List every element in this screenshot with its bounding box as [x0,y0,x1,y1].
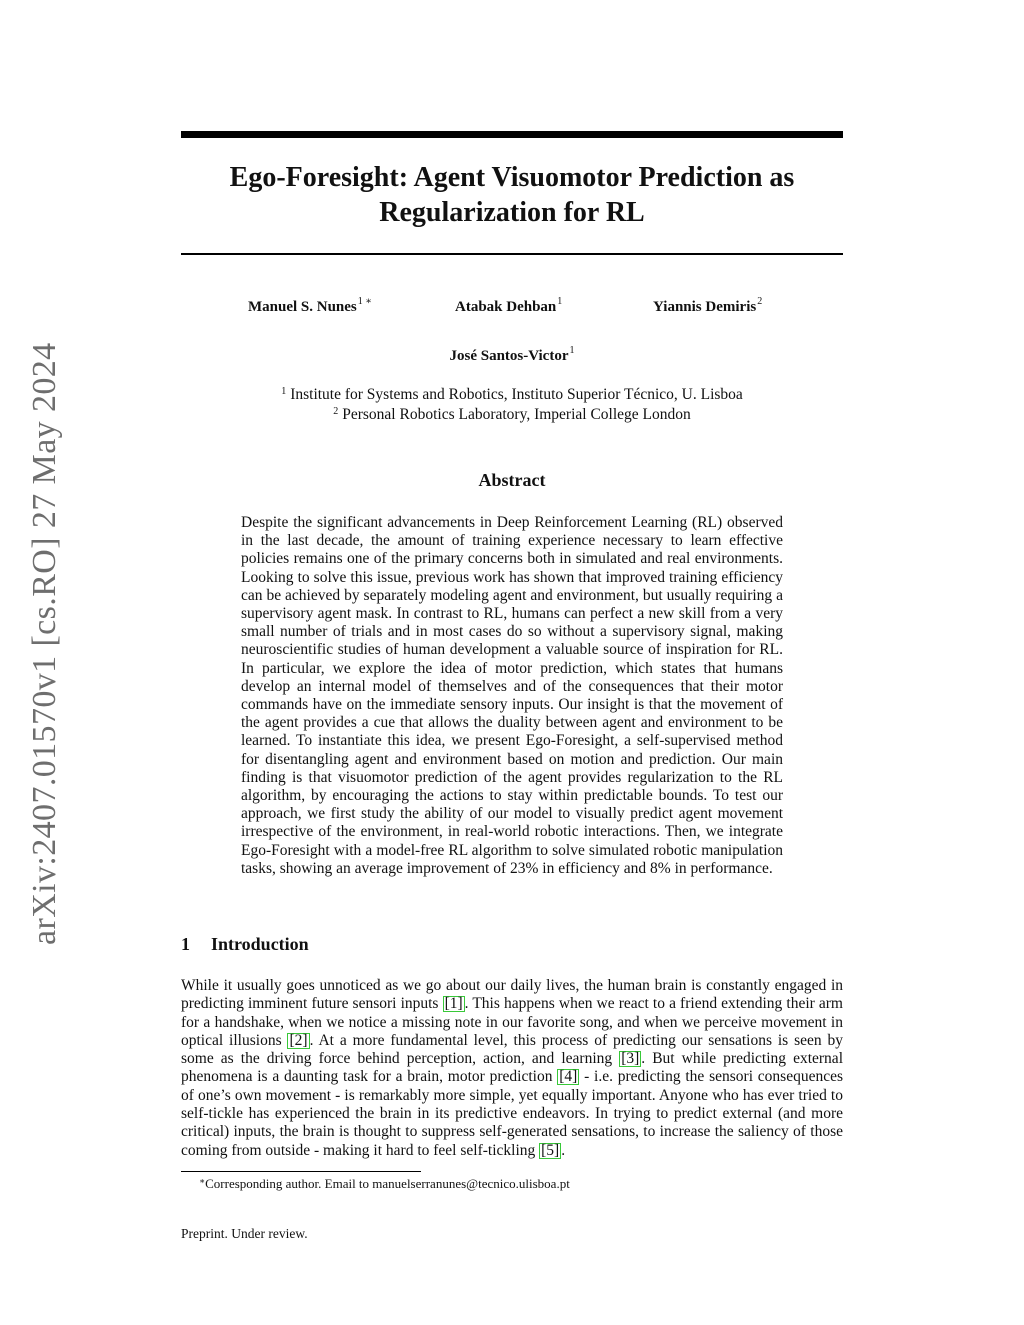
affiliation-text: Personal Robotics Laboratory, Imperial College London [342,406,691,423]
section-number: 1 [181,934,190,954]
citation-link[interactable]: [4] [559,1068,578,1086]
intro-text-segment: . At a more fundamental level, this process of predicting our sensations is seen by some as the driving force behind perception, action, and learning [181,1031,843,1068]
affiliation-mark: 1 [281,386,287,397]
author-name: Yiannis Demiris [653,299,757,315]
footnote-rule [181,1171,421,1172]
author-affiliation-mark: 2 [757,296,763,307]
author-name: Atabak Dehban [455,299,557,315]
paper-title-line-1: Ego-Foresight: Agent Visuomotor Prediction as [229,162,795,193]
author-atabak-dehban [455,296,563,316]
citation-link[interactable]: [2] [289,1031,308,1049]
section-heading-introduction [181,934,843,955]
author-affiliation-mark: 1 [557,296,563,307]
intro-text-segment: - i.e. predicting the sensori consequences of one’s own movement - is remarkably more simple, yet equally important. Anyone who has ever tried to self-tickle has experienced the brain in its predictive endeavors. In trying to predict external (and more critical) inputs, the brain is thought to suppress self-generated sensations, to increase the saliency of those coming from outside - making it hard to feel self-tickling [181,1068,843,1159]
arxiv-identifier-stamp: arXiv:2407.01570v1 [cs.RO] 27 May 2024 [26,342,63,945]
introduction-paragraph [181,977,843,1160]
title-top-rule [181,131,843,138]
intro-text-segment: . But while predicting external phenomena is a daunting task for a brain, motor prediction [181,1050,843,1086]
abstract-body: Despite the significant advancements in Deep Reinforcement Learning (RL) observed in the last decade, the amount of training experience necessary to learn effective policies remains one of the primary concerns both in simulated and real environments. Looking to solve this issue, previous work has shown that improved training efficiency can be achieved by separately modeling agent and environment, but usually requiring a supervisory agent mask. In contrast to RL, humans can perfect a new skill from a very small number of trials and in most cases do so without a supervisory signal, making neuroscientific studies of human development a valuable source of inspiration for RL. In particular, we explore the idea of motor prediction, which states that humans develop an internal model of themselves and of the consequences that their motor commands have on the immediate sensory inputs. Our insight is that the movement of the agent provides a cue that allows the duality between agent and environment to be learned. To instantiate this idea, we present Ego-Foresight, a self-supervised method for disentangling agent and environment based on motion and prediction. Our main finding is that visuomotor prediction of the agent provides regularization to the RL algorithm, by encouraging the actions to stay within predictable bounds. To test our approach, we first study the ability of our model to visually predict agent movement irrespective of the environment, in real-world robotic interactions. Then, we integrate Ego-Foresight with a model-free RL algorithm to solve simulated robotic manipulation tasks, showing an average improvement of 23% in efficiency and 8% in performance. [241,514,783,877]
footnote-text: Corresponding author. Email to manuelserranunes@tecnico.ulisboa.pt [205,1176,570,1191]
author-name: José Santos-Victor [449,348,569,364]
affiliation-text: Institute for Systems and Robotics, Instituto Superior Técnico, U. Lisboa [290,386,743,403]
corresponding-author-footnote [199,1175,570,1192]
citation-link[interactable]: [5] [541,1141,560,1159]
author-jose-santos-victor [0,345,1024,365]
paper-title-line-2: Regularization for RL [379,197,645,228]
affiliation-mark: 2 [333,406,339,417]
affiliation-list [181,385,843,425]
author-manuel-nunes [248,296,373,316]
abstract-heading: Abstract [478,470,546,490]
author-affiliation-mark: 1 ∗ [357,296,373,307]
author-yiannis-demiris [653,296,763,316]
section-title: Introduction [211,934,309,954]
author-affiliation-mark: 1 [569,345,575,356]
intro-text-segment: . [561,1141,566,1159]
footnote-mark: ∗ [199,1176,206,1186]
affiliation-item [181,405,843,425]
author-list [181,296,843,323]
intro-text-segment: While it usually goes unnoticed as we go about our daily lives, the human brain is constantly engaged in predicting imminent future sensori inputs [181,977,843,1013]
citation-link[interactable]: [3] [621,1050,640,1068]
affiliation-item [181,385,843,405]
intro-text-segment: . This happens when we react to a friend extending their arm for a handshake, when we notice a missing note in our favorite song, and when we perceive movement in optical illusions [181,995,843,1049]
citation-link[interactable]: [1] [444,995,463,1013]
paper-title [181,160,843,230]
preprint-note: Preprint. Under review. [181,1226,308,1241]
author-name: Manuel S. Nunes [248,299,357,315]
title-bottom-rule [181,253,843,255]
